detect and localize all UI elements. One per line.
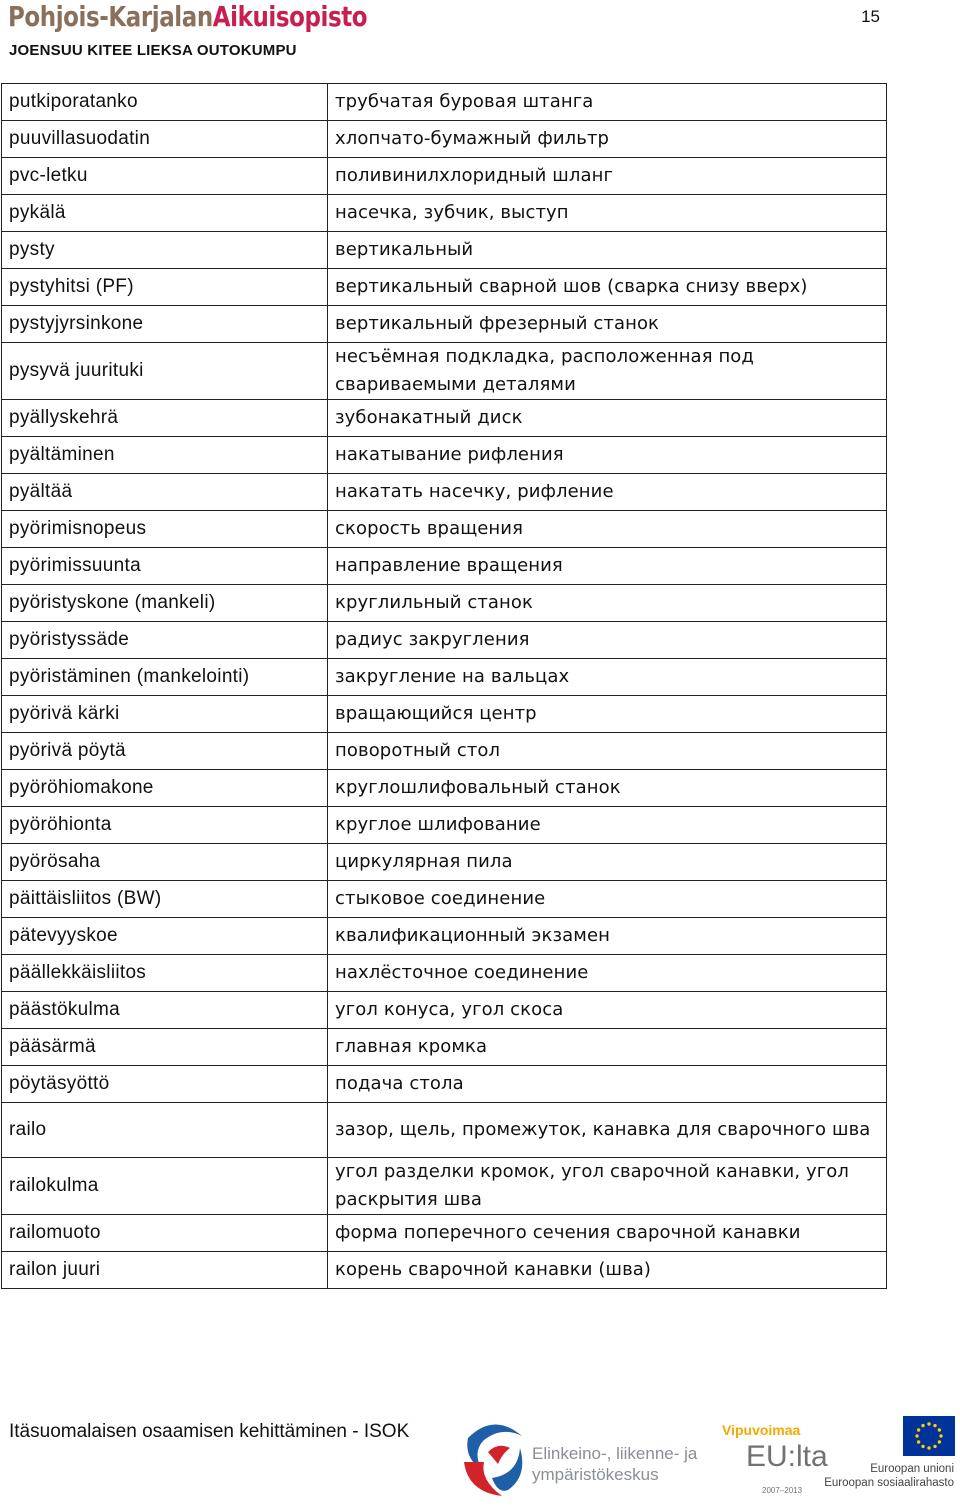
glossary-table	[1, 83, 887, 1289]
term-finnish: railon juuri	[2, 1252, 328, 1289]
term-finnish: pyältäminen	[2, 437, 328, 474]
page-number: 15	[861, 7, 880, 26]
glossary-row	[2, 437, 887, 474]
term-russian: круглошлифовальный станок	[328, 770, 887, 807]
term-finnish: pyöristyssäde	[2, 622, 328, 659]
glossary-row	[2, 1029, 887, 1066]
ely-text-line2: ympäristökeskus	[532, 1465, 659, 1484]
term-russian: стыковое соединение	[328, 881, 887, 918]
glossary-row	[2, 1103, 887, 1158]
eu-star-icon	[938, 1428, 941, 1431]
glossary-row	[2, 1252, 887, 1289]
term-finnish: pysty	[2, 232, 328, 269]
term-russian: главная кромка	[328, 1029, 887, 1066]
term-russian: угол конуса, угол скоса	[328, 992, 887, 1029]
glossary-row	[2, 84, 887, 121]
ely-emblem-icon	[458, 1418, 530, 1504]
glossary-row	[2, 807, 887, 844]
term-finnish: pvc-letku	[2, 158, 328, 195]
glossary-row	[2, 622, 887, 659]
term-finnish: pyörösaha	[2, 844, 328, 881]
glossary-row	[2, 1158, 887, 1215]
term-finnish: pyörivä kärki	[2, 696, 328, 733]
vipu-title: Vipuvoimaa	[722, 1422, 801, 1438]
term-finnish: pyörivä pöytä	[2, 733, 328, 770]
term-finnish: pysyvä juurituki	[2, 343, 328, 400]
eu-text-line1: Euroopan unioni	[870, 1463, 954, 1475]
glossary-row	[2, 306, 887, 343]
term-finnish: pääsärmä	[2, 1029, 328, 1066]
term-russian: круглильный станок	[328, 585, 887, 622]
term-russian: поливинилхлоридный шланг	[328, 158, 887, 195]
term-russian: корень сварочной канавки (шва)	[328, 1252, 887, 1289]
term-russian: подача стола	[328, 1066, 887, 1103]
ely-text-line1: Elinkeino-, liikenne- ja	[532, 1444, 698, 1463]
glossary-row	[2, 733, 887, 770]
term-russian: поворотный стол	[328, 733, 887, 770]
term-finnish: pyöröhiomakone	[2, 770, 328, 807]
term-finnish: päittäisliitos (BW)	[2, 881, 328, 918]
eu-flag-icon	[903, 1416, 955, 1456]
glossary-row	[2, 659, 887, 696]
term-russian: хлопчато-бумажный фильтр	[328, 121, 887, 158]
term-finnish: putkiporatanko	[2, 84, 328, 121]
eu-star-icon	[939, 1434, 942, 1437]
eu-star-icon	[917, 1440, 920, 1443]
glossary-row	[2, 881, 887, 918]
term-russian: круглое шлифование	[328, 807, 887, 844]
glossary-row	[2, 474, 887, 511]
eu-star-icon	[915, 1434, 918, 1437]
term-finnish: puuvillasuodatin	[2, 121, 328, 158]
glossary-row	[2, 918, 887, 955]
term-finnish: pykälä	[2, 195, 328, 232]
eu-star-icon	[938, 1440, 941, 1443]
glossary-row	[2, 1215, 887, 1252]
glossary-row	[2, 121, 887, 158]
term-finnish: pyörimisnopeus	[2, 511, 328, 548]
organization-logo-text	[8, 0, 367, 36]
term-russian: направление вращения	[328, 548, 887, 585]
term-russian: несъёмная подкладка, расположенная под свариваемыми деталями	[328, 343, 887, 400]
eu-star-icon	[933, 1445, 936, 1448]
vipu-years: 2007–2013	[762, 1486, 803, 1495]
term-finnish: pätevyyskoe	[2, 918, 328, 955]
term-russian: вертикальный сварной шов (сварка снизу вверх)	[328, 269, 887, 306]
footer-project-text: Itäsuomalaisen osaamisen kehittäminen - ISOK	[9, 1421, 410, 1442]
term-russian: циркулярная пила	[328, 844, 887, 881]
glossary-row	[2, 548, 887, 585]
glossary-row	[2, 158, 887, 195]
term-russian: зазор, щель, промежуток, канавка для сварочного шва	[328, 1103, 887, 1158]
term-finnish: päästökulma	[2, 992, 328, 1029]
glossary-row	[2, 269, 887, 306]
glossary-row	[2, 195, 887, 232]
term-russian: насечка, зубчик, выступ	[328, 195, 887, 232]
glossary-row	[2, 511, 887, 548]
term-finnish: pöytäsyöttö	[2, 1066, 328, 1103]
term-finnish: pyältää	[2, 474, 328, 511]
term-russian: вертикальный	[328, 232, 887, 269]
vipu-eu-text: EU:lta	[746, 1440, 828, 1473]
term-finnish: päällekkäisliitos	[2, 955, 328, 992]
term-finnish: railokulma	[2, 1158, 328, 1215]
org-name-part1: Pohjois-Karjalan	[8, 0, 213, 33]
term-russian: скорость вращения	[328, 511, 887, 548]
glossary-row	[2, 585, 887, 622]
ely-logo	[458, 1418, 708, 1504]
term-finnish: pystyjyrsinkone	[2, 306, 328, 343]
term-russian: трубчатая буровая штанга	[328, 84, 887, 121]
vipuvoimaa-logo	[722, 1422, 832, 1502]
org-name-part2: Aikuisopisto	[212, 0, 368, 33]
term-russian: накатывание рифления	[328, 437, 887, 474]
glossary-row	[2, 1066, 887, 1103]
term-finnish: pyörimissuunta	[2, 548, 328, 585]
glossary-row	[2, 400, 887, 437]
glossary-row	[2, 955, 887, 992]
term-russian: вертикальный фрезерный станок	[328, 306, 887, 343]
eu-text	[824, 1462, 954, 1490]
term-russian: форма поперечного сечения сварочной канавки	[328, 1215, 887, 1252]
term-finnish: pyöristäminen (mankelointi)	[2, 659, 328, 696]
eu-text-line2: Euroopan sosiaalirahasto	[824, 1477, 954, 1489]
eu-star-icon	[927, 1446, 930, 1449]
term-finnish: pyöristyskone (mankeli)	[2, 585, 328, 622]
term-finnish: railo	[2, 1103, 328, 1158]
term-russian: угол разделки кромок, угол сварочной канавки, угол раскрытия шва	[328, 1158, 887, 1215]
term-russian: радиус закругления	[328, 622, 887, 659]
term-russian: квалификационный экзамен	[328, 918, 887, 955]
glossary-row	[2, 696, 887, 733]
header-cities: JOENSUU KITEE LIEKSA OUTOKUMPU	[9, 42, 297, 59]
term-finnish: railomuoto	[2, 1215, 328, 1252]
eu-star-icon	[921, 1424, 924, 1427]
term-russian: накатать насечку, рифление	[328, 474, 887, 511]
term-russian: закругление на вальцах	[328, 659, 887, 696]
glossary-row	[2, 232, 887, 269]
term-finnish: pyällyskehrä	[2, 400, 328, 437]
glossary-row	[2, 844, 887, 881]
glossary-row	[2, 343, 887, 400]
eu-star-icon	[933, 1424, 936, 1427]
footer-logos	[458, 1412, 958, 1504]
term-finnish: pyöröhionta	[2, 807, 328, 844]
glossary-row	[2, 770, 887, 807]
term-russian: нахлёсточное соединение	[328, 955, 887, 992]
eu-star-icon	[917, 1428, 920, 1431]
glossary-body	[2, 84, 887, 1289]
term-russian: зубонакатный диск	[328, 400, 887, 437]
eu-star-icon	[927, 1422, 930, 1425]
term-russian: вращающийся центр	[328, 696, 887, 733]
eu-star-icon	[921, 1445, 924, 1448]
term-finnish: pystyhitsi (PF)	[2, 269, 328, 306]
glossary-row	[2, 992, 887, 1029]
